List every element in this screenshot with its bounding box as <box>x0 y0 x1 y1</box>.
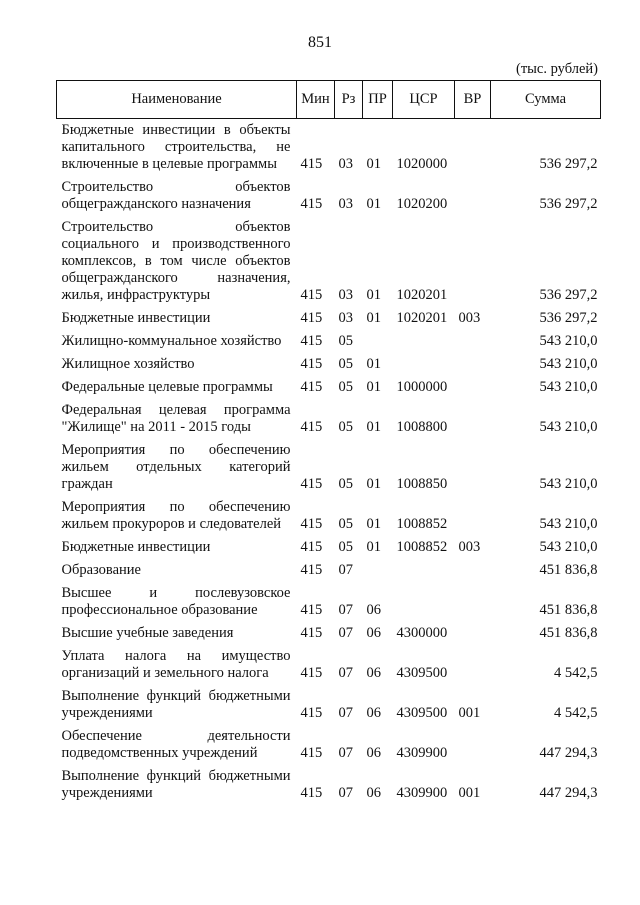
cell-vr <box>455 582 491 622</box>
cell-rz: 05 <box>338 516 353 532</box>
cell-csr <box>393 353 455 376</box>
cell-name: Федеральные целевые программы <box>61 379 273 395</box>
cell-min: 415 <box>300 562 323 578</box>
cell-rz: 05 <box>338 419 353 435</box>
cell-pr: 06 <box>366 602 381 618</box>
cell-rz: 03 <box>338 287 353 303</box>
table-row <box>57 496 601 536</box>
cell-vr: 001 <box>458 785 481 801</box>
cell-rz: 07 <box>338 625 353 641</box>
cell-sum: 536 297,2 <box>539 310 598 326</box>
cell-pr: 06 <box>366 625 381 641</box>
cell-min: 415 <box>300 745 323 761</box>
cell-vr <box>455 439 491 496</box>
table-row <box>57 582 601 622</box>
cell-name: Бюджетные инвестиции <box>61 310 211 326</box>
cell-pr <box>363 330 393 353</box>
cell-csr: 1020200 <box>396 196 448 212</box>
cell-pr: 01 <box>366 287 381 303</box>
cell-min: 415 <box>300 625 323 641</box>
budget-table <box>56 80 601 805</box>
cell-sum: 543 210,0 <box>539 516 598 532</box>
cell-csr <box>393 559 455 582</box>
header-name: Наименование <box>57 81 297 119</box>
header-vr: ВР <box>455 81 491 119</box>
cell-min: 415 <box>300 785 323 801</box>
cell-sum: 543 210,0 <box>539 419 598 435</box>
cell-rz: 07 <box>338 705 353 721</box>
header-pr: ПР <box>363 81 393 119</box>
cell-csr: 1020201 <box>396 287 448 303</box>
cell-vr: 001 <box>458 705 481 721</box>
cell-rz: 07 <box>338 665 353 681</box>
cell-rz: 07 <box>338 562 353 578</box>
table-row <box>57 622 601 645</box>
cell-vr <box>455 622 491 645</box>
cell-rz: 05 <box>338 379 353 395</box>
cell-sum: 451 836,8 <box>539 625 598 641</box>
cell-csr: 4300000 <box>396 625 448 641</box>
cell-min: 415 <box>300 539 323 555</box>
table-row <box>57 216 601 307</box>
cell-csr: 1020000 <box>396 156 448 172</box>
cell-name: Жилищное хозяйство <box>61 356 195 372</box>
cell-vr <box>455 399 491 439</box>
cell-name: Высшее и послевузовское профессиональное образование <box>61 585 291 618</box>
table-row <box>57 330 601 353</box>
cell-pr: 01 <box>366 419 381 435</box>
cell-rz: 05 <box>338 333 353 349</box>
cell-name: Мероприятия по обеспечению жильем прокуроров и следователей <box>61 499 291 532</box>
cell-rz: 07 <box>338 602 353 618</box>
cell-vr: 003 <box>458 539 481 555</box>
cell-sum: 536 297,2 <box>539 196 598 212</box>
cell-name: Жилищно-коммунальное хозяйство <box>61 333 282 349</box>
cell-pr: 01 <box>366 310 381 326</box>
cell-min: 415 <box>300 602 323 618</box>
cell-name: Высшие учебные заведения <box>61 625 234 641</box>
cell-rz: 05 <box>338 476 353 492</box>
cell-name: Мероприятия по обеспечению жильем отдельных категорий граждан <box>61 442 291 492</box>
cell-csr: 4309500 <box>396 665 448 681</box>
header-sum: Сумма <box>491 81 601 119</box>
cell-name: Обеспечение деятельности подведомственных учреждений <box>61 728 291 761</box>
cell-pr: 06 <box>366 785 381 801</box>
cell-sum: 543 210,0 <box>539 539 598 555</box>
cell-min: 415 <box>300 333 323 349</box>
cell-rz: 07 <box>338 745 353 761</box>
cell-rz: 07 <box>338 785 353 801</box>
cell-csr <box>393 330 455 353</box>
cell-min: 415 <box>300 419 323 435</box>
cell-name: Бюджетные инвестиции <box>61 539 211 555</box>
cell-vr <box>455 330 491 353</box>
cell-csr: 1008852 <box>396 539 448 555</box>
cell-vr <box>455 176 491 216</box>
cell-min: 415 <box>300 287 323 303</box>
cell-csr: 1008850 <box>396 476 448 492</box>
cell-name: Выполнение функций бюджетными учреждениями <box>61 688 291 721</box>
header-rz: Рз <box>335 81 363 119</box>
cell-min: 415 <box>300 476 323 492</box>
units-label: (тыс. рублей) <box>516 61 598 77</box>
table-row <box>57 399 601 439</box>
cell-pr: 06 <box>366 705 381 721</box>
cell-min: 415 <box>300 356 323 372</box>
cell-vr <box>455 559 491 582</box>
cell-csr: 1020201 <box>396 310 448 326</box>
cell-sum: 536 297,2 <box>539 156 598 172</box>
cell-pr: 01 <box>366 476 381 492</box>
cell-pr: 01 <box>366 379 381 395</box>
cell-pr: 01 <box>366 356 381 372</box>
cell-csr: 1008800 <box>396 419 448 435</box>
cell-pr <box>363 559 393 582</box>
table-row <box>57 439 601 496</box>
cell-min: 415 <box>300 516 323 532</box>
cell-csr: 4309500 <box>396 705 448 721</box>
header-csr: ЦСР <box>393 81 455 119</box>
cell-pr: 01 <box>366 196 381 212</box>
table-row <box>57 725 601 765</box>
table-row <box>57 559 601 582</box>
cell-name: Федеральная целевая программа "Жилище" на 2011 - 2015 годы <box>61 402 291 435</box>
cell-name: Образование <box>61 562 141 578</box>
cell-min: 415 <box>300 310 323 326</box>
cell-min: 415 <box>300 196 323 212</box>
cell-csr: 1000000 <box>396 379 448 395</box>
cell-sum: 4 542,5 <box>554 665 598 681</box>
table-row <box>57 765 601 805</box>
table-row <box>57 307 601 330</box>
cell-vr <box>455 119 491 177</box>
cell-sum: 447 294,3 <box>539 745 598 761</box>
cell-name: Строительство объектов социального и производственного комплексов, в том числе объектов общегражданского назначения, жилья, инфраструктуры <box>61 219 291 303</box>
table-row <box>57 119 601 177</box>
cell-sum: 543 210,0 <box>539 333 598 349</box>
cell-name: Бюджетные инвестиции в объекты капитального строительства, не включенные в целевые программы <box>61 122 291 172</box>
cell-pr: 01 <box>366 156 381 172</box>
cell-sum: 447 294,3 <box>539 785 598 801</box>
page-number: 851 <box>308 34 332 51</box>
table-row <box>57 645 601 685</box>
cell-min: 415 <box>300 156 323 172</box>
table-row <box>57 353 601 376</box>
table-row <box>57 376 601 399</box>
cell-sum: 543 210,0 <box>539 379 598 395</box>
cell-rz: 03 <box>338 196 353 212</box>
cell-pr: 01 <box>366 539 381 555</box>
cell-vr <box>455 645 491 685</box>
cell-min: 415 <box>300 379 323 395</box>
cell-name: Уплата налога на имущество организаций и земельного налога <box>61 648 291 681</box>
cell-sum: 543 210,0 <box>539 356 598 372</box>
cell-rz: 03 <box>338 310 353 326</box>
cell-sum: 536 297,2 <box>539 287 598 303</box>
cell-name: Строительство объектов общегражданского назначения <box>61 179 291 212</box>
table-header-row <box>57 81 601 119</box>
cell-name: Выполнение функций бюджетными учреждениями <box>61 768 291 801</box>
cell-csr: 4309900 <box>396 785 448 801</box>
header-min: Мин <box>297 81 335 119</box>
cell-sum: 451 836,8 <box>539 562 598 578</box>
cell-csr <box>393 582 455 622</box>
cell-pr: 01 <box>366 516 381 532</box>
cell-csr: 1008852 <box>396 516 448 532</box>
cell-sum: 4 542,5 <box>554 705 598 721</box>
cell-vr <box>455 496 491 536</box>
cell-vr <box>455 376 491 399</box>
cell-min: 415 <box>300 705 323 721</box>
cell-csr: 4309900 <box>396 745 448 761</box>
table-row <box>57 176 601 216</box>
cell-sum: 451 836,8 <box>539 602 598 618</box>
table-row <box>57 536 601 559</box>
cell-pr: 06 <box>366 665 381 681</box>
cell-rz: 05 <box>338 356 353 372</box>
cell-vr <box>455 216 491 307</box>
table-row <box>57 685 601 725</box>
cell-sum: 543 210,0 <box>539 476 598 492</box>
cell-rz: 05 <box>338 539 353 555</box>
cell-vr <box>455 725 491 765</box>
cell-vr <box>455 353 491 376</box>
cell-pr: 06 <box>366 745 381 761</box>
cell-min: 415 <box>300 665 323 681</box>
cell-rz: 03 <box>338 156 353 172</box>
cell-vr: 003 <box>458 310 481 326</box>
